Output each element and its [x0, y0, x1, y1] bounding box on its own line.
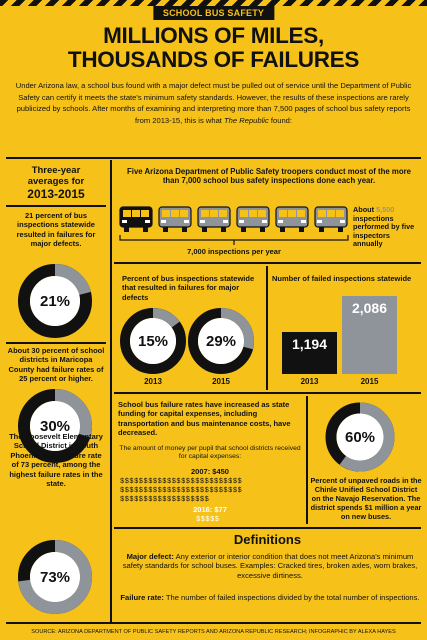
failure-2013-donut — [118, 306, 188, 376]
failure-2013-label: 15% — [137, 333, 169, 350]
funding-sub: The amount of money per pupil that school districts received for capital expenses: — [119, 445, 301, 460]
source-footer: SOURCE: ARIZONA DEPARTMENT OF PUBLIC SAFETY REPORTS AND ARIZONA REPUBLIC RESEARCH; INFOGRAPHIC BY ALEXA HAYES — [31, 629, 396, 635]
intro-tail: found: — [268, 115, 293, 125]
intro-text: Under Arizona law, a school bus found with a major defect must be pulled out of service until the Department of Public Safety can certify it meets the state's minimum safety standards. However, the results of these inspections are rarely publicized by schools. After months of examining and interpreting more than 7,500 pages of school bus safety reports from 2013-15, this is what — [15, 81, 412, 125]
column-divider — [266, 266, 268, 390]
failure-2015-label: 29% — [205, 333, 237, 350]
left-heading — [6, 165, 106, 201]
bracket-line — [120, 235, 348, 245]
definition-term-2: Failure rate: — [120, 593, 164, 602]
divider — [6, 622, 421, 624]
dollar-line-1: $$$$$$$$$$$$$$$$$$$$$$$$$$ — [120, 478, 243, 486]
dollar-line-3: $$$$$$$$$$$$$$$$$$$ — [120, 496, 210, 504]
bar-chart — [282, 296, 402, 374]
divider — [114, 262, 421, 264]
bar-2015 — [342, 296, 397, 374]
count-year-2015: 2015 — [360, 377, 379, 386]
tag-bar — [0, 6, 427, 22]
divider — [114, 392, 421, 394]
stat1-text: 21 percent of bus inspections statewide resulted in failures for major defects. — [16, 211, 96, 249]
funding-heading: School bus failure rates have increased as state funding for capital expenses, including transportation and bus maintenance costs, have decreased. — [118, 400, 291, 438]
funding-2007-label: 2007: $450 — [191, 467, 229, 476]
stat3-text: The Roosevelt Elementary School District in south Phoenix had a failure rate of 73 percent, among the highest failure rates in the state. — [9, 432, 103, 489]
intro-paragraph — [14, 80, 413, 126]
column-divider — [306, 396, 308, 524]
failure-pct-heading: Percent of bus inspections statewide that resulted in failures for major defects — [122, 274, 255, 302]
bus-row — [118, 204, 353, 234]
school-bus-icon — [118, 204, 154, 234]
school-bus-icon — [313, 204, 349, 234]
dollar-line-2: $$$$$$$$$$$$$$$$$$$$$$$$$$ — [120, 487, 243, 495]
stat2-label: 30% — [39, 418, 71, 435]
failure-year-2013: 2013 — [144, 377, 162, 386]
intro-publication: The Republic — [224, 115, 269, 125]
page-title — [0, 24, 427, 72]
school-bus-icon — [196, 204, 232, 234]
stat3-label: 73% — [39, 569, 71, 586]
divider — [6, 342, 106, 344]
per-year-label: 7,000 inspections per year — [187, 247, 281, 256]
bar-2015-label: 2,086 — [351, 300, 388, 316]
bar-2013-label: 1,194 — [291, 335, 328, 352]
about-number: 5,500 — [376, 205, 395, 214]
failed-count-heading: Number of failed inspections statewide — [272, 274, 412, 283]
troopers-text: Five Arizona Department of Public Safety troopers conduct most of the more than 7,000 school bus safety inspections done each year. — [127, 167, 411, 186]
definition-text-2: The number of failed inspections divided by the total number of inspections. — [163, 593, 420, 602]
stat3-donut — [16, 538, 94, 616]
definitions-heading: Definitions — [233, 532, 302, 547]
definition-text-1: Any exterior or interior condition that does not meet Arizona's minimum safety standards for school buses. Examples: Cracked tires, broken axles, worn brakes, excessive dirtiness. — [122, 552, 418, 580]
title-line-1: MILLIONS OF MILES, — [103, 23, 324, 48]
stat2-text: About 30 percent of school districts in Maricopa County had failure rates of 25 percent or higher. — [7, 346, 105, 384]
about-word: About — [353, 205, 375, 214]
definition-term-1: Major defect: — [126, 552, 174, 561]
bracket — [118, 234, 350, 246]
school-bus-icon — [235, 204, 271, 234]
left-heading-3: 2013-2015 — [27, 187, 85, 201]
left-heading-2: averages for — [27, 176, 85, 187]
stat1-label: 21% — [39, 293, 71, 310]
chinle-text: Percent of unpaved roads in the Chinle Unified School District on the Navajo Reservation. The district spends $1 million a year on new buses. — [310, 476, 422, 521]
chinle-donut — [323, 400, 397, 474]
divider — [6, 157, 421, 159]
definition-2 — [120, 593, 420, 602]
failure-year-2015: 2015 — [212, 377, 230, 386]
school-bus-icon — [157, 204, 193, 234]
funding-2016-label: 2016: $77 — [193, 505, 227, 514]
bar-2013 — [282, 332, 337, 374]
section-tag: SCHOOL BUS SAFETY — [153, 6, 274, 20]
dollar-line-4: $$$$$ — [196, 516, 220, 524]
column-divider — [110, 160, 112, 624]
failure-2015-donut — [186, 306, 256, 376]
divider — [6, 205, 106, 207]
definition-1 — [120, 552, 420, 580]
chinle-label: 60% — [344, 429, 376, 446]
about-note — [353, 206, 421, 249]
title-line-2: THOUSANDS OF FAILURES — [67, 47, 360, 72]
about-rest: inspections performed by five inspectors annually — [353, 213, 415, 249]
stat1-donut — [16, 262, 94, 340]
count-year-2013: 2013 — [300, 377, 319, 386]
divider — [114, 527, 421, 529]
school-bus-icon — [274, 204, 310, 234]
left-heading-1: Three-year — [31, 165, 81, 176]
